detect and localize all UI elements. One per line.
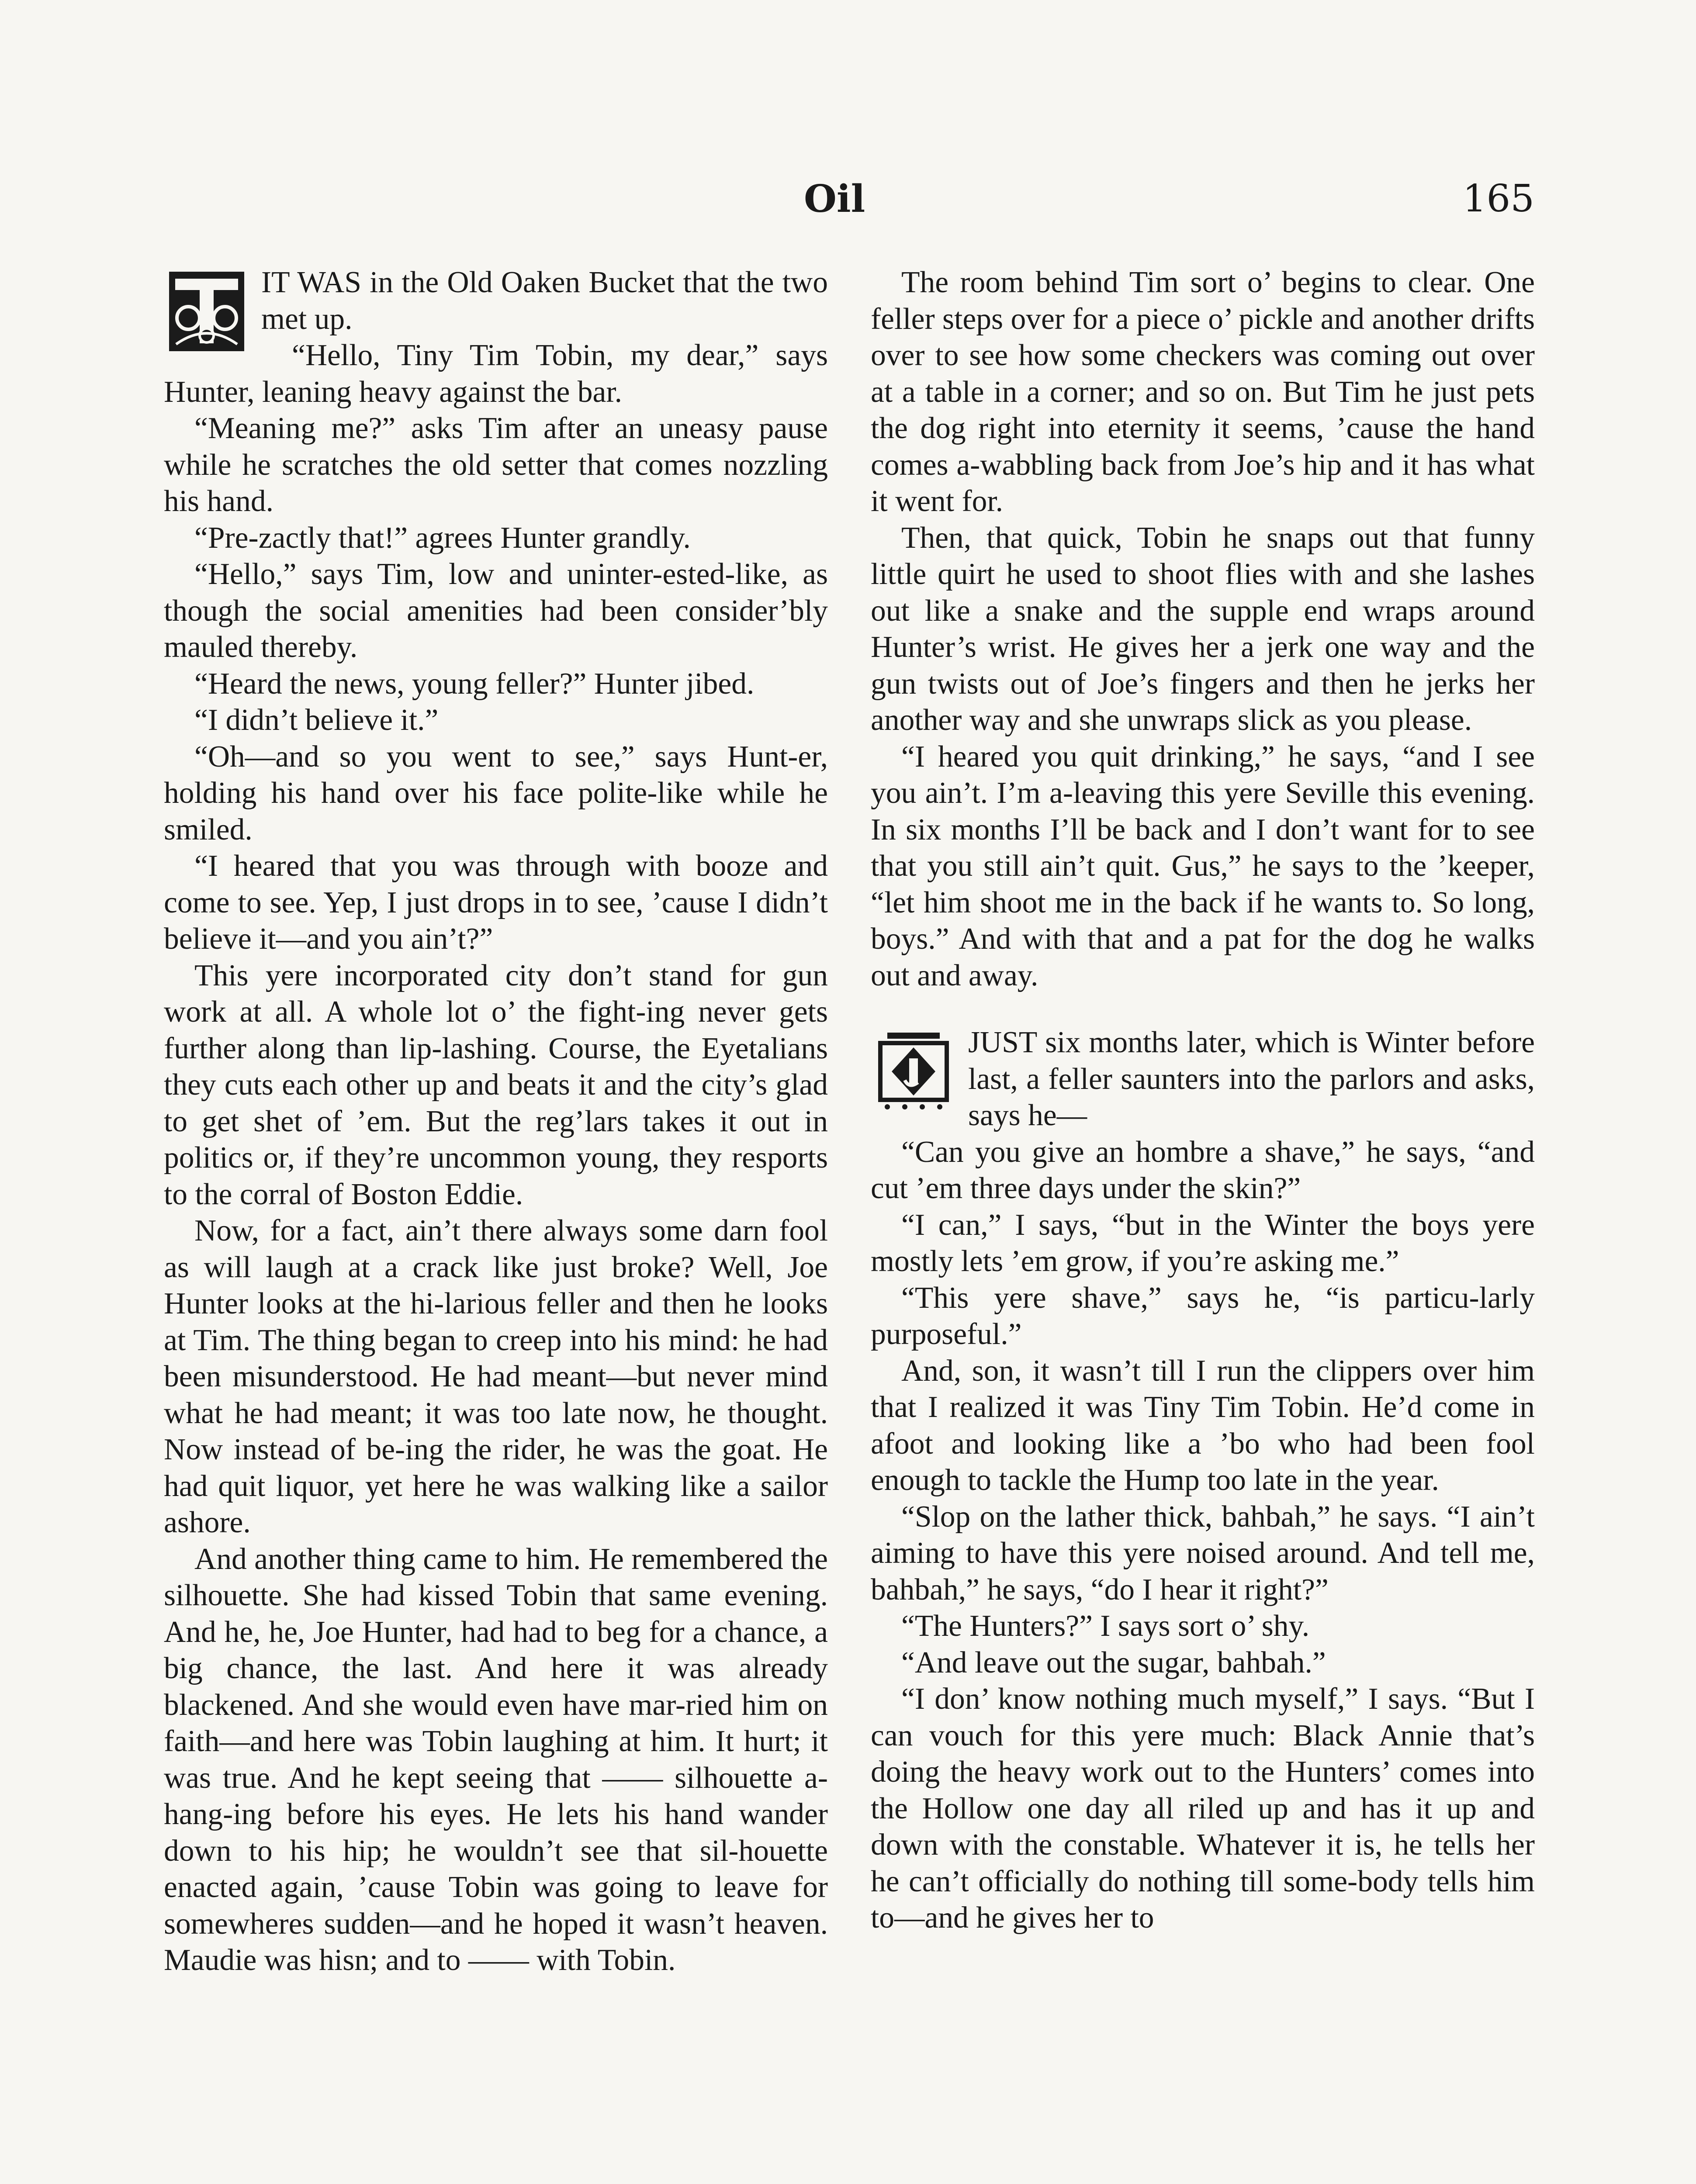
section-break [871, 994, 1535, 1024]
running-title: Oil [804, 177, 865, 221]
paragraph: “Oh—and so you went to see,” says Hunt-er, holding his hand over his face polite-like while he smiled. [164, 740, 828, 847]
page-header [0, 177, 1696, 225]
paragraph: “Slop on the lather thick, bahbah,” he says. “I ain’t aiming to have this yere noised around. And tell me, bahbah,” he says, “do I hear it right?” [871, 1500, 1535, 1607]
paragraph: Then, that quick, Tobin he snaps out that funny little quirt he used to shoot flies with and she lashes out like a snake and the supple end wraps around Hunter’s wrist. He gives her a jerk one way and the gun twists out of Joe’s fingers and then he jerks her another way and she unwraps slick as you please. [871, 521, 1535, 737]
paragraph: “I can,” I says, “but in the Winter the boys yere mostly lets ’em grow, if you’re asking me.” [871, 1208, 1535, 1278]
paragraph: “I heared you quit drinking,” he says, “and I see you ain’t. I’m a-leaving this yere Seville this evening. In six months I’ll be back and I don’t want for to see that you still ain’t quit. Gus,” he says to the ’keeper, “let him shoot me in the back if he wants to. So long, boys.” And with that and a pat for the dog he walks out and away. [871, 740, 1535, 992]
ornamental-initial-t-icon [164, 268, 249, 355]
paragraph: “I didn’t believe it.” [194, 703, 439, 737]
paragraph: “Meaning me?” asks Tim after an uneasy pause while he scratches the old setter that comes nozzling his hand. [164, 411, 828, 518]
paragraph: This yere incorporated city don’t stand for gun work at all. A whole lot o’ the fight-ing never gets further along than lip-lashing. Course, the Eyetalians they cuts each other up and beats it and the city’s glad to get shet of ’em. But the reg’lars takes it out in politics or, if they’re uncommon young, they resports to the corral of Boston Eddie. [164, 958, 828, 1211]
right-column [871, 264, 1535, 1936]
left-column [164, 264, 828, 1979]
paragraph: IT WAS in the Old Oaken Bucket that the two met up. [261, 266, 828, 336]
ornamental-initial-j-icon [871, 1028, 956, 1115]
paragraph: “I don’ know nothing much myself,” I says. “But I can vouch for this yere much: Black Annie that’s doing the heavy work out to the Hunters’ comes into the Hollow one day all riled up and has it up and down with the constable. Whatever it is, he tells her he can’t officially do nothing till some-body tells him to—and he gives her to [871, 1682, 1535, 1935]
paragraph: Now, for a fact, ain’t there always some darn fool as will laugh at a crack like just broke? Well, Joe Hunter looks at the hi-larious feller and then he looks at Tim. The thing began to creep into his mind: he had been misunderstood. He had meant—but never mind what he had meant; it was too late now, he thought. Now instead of be-ing the rider, he was the goat. He had quit liquor, yet here he was walking like a sailor ashore. [164, 1214, 828, 1539]
paragraph: And another thing came to him. He remembered the silhouette. She had kissed Tobin that same evening. And he, he, Joe Hunter, had had to beg for a chance, a big chance, the last. And here it was already blackened. And she would even have mar-ried him on faith—and here was Tobin laughing at him. It hurt; it was true. And he kept seeing that —— silhouette a-hang-ing before his eyes. He lets his hand wander down to his hip; he wouldn’t see that sil-houette enacted again, ’cause Tobin was going to leave for somewheres sudden—and he hoped it wasn’t heaven. Maudie was hisn; and to —— with Tobin. [164, 1542, 828, 1977]
page-number: 165 [1462, 177, 1534, 221]
paragraph: “I heared that you was through with booze and come to see. Yep, I just drops in to see, ’cause I didn’t believe it—and you ain’t?” [164, 849, 828, 956]
paragraph: “Hello,” says Tim, low and uninter-ested-like, as though the social amenities had been consider’bly mauled thereby. [164, 557, 828, 664]
paragraph: “Can you give an hombre a shave,” he says, “and cut ’em three days under the skin?” [871, 1135, 1535, 1205]
paragraph: “The Hunters?” I says sort o’ shy. [901, 1609, 1310, 1643]
paragraph: And, son, it wasn’t till I run the clippers over him that I realized it was Tiny Tim Tobin. He’d come in afoot and looking like a ’bo who had been fool enough to tackle the Hump too late in the year. [871, 1354, 1535, 1497]
paragraph: The room behind Tim sort o’ begins to clear. One feller steps over for a piece o’ pickle and another drifts over to see how some checkers was coming out over at a table in a corner; and so on. But Tim he just pets the dog right into eternity it seems, ’cause the hand comes a-wabbling back from Joe’s hip and it has what it went for. [871, 266, 1535, 518]
paragraph: “Hello, Tiny Tim Tobin, my dear,” says Hunter, leaning heavy against the bar. [164, 339, 828, 409]
paragraph: “And leave out the sugar, bahbah.” [901, 1645, 1326, 1679]
paragraph: “This yere shave,” says he, “is particu-larly purposeful.” [871, 1281, 1535, 1351]
paragraph: JUST six months later, which is Winter before last, a feller saunters into the parlors and asks, says he— [968, 1026, 1535, 1132]
paragraph: “Pre-zactly that!” agrees Hunter grandly. [194, 521, 691, 555]
paragraph: “Heard the news, young feller?” Hunter jibed. [194, 667, 755, 701]
